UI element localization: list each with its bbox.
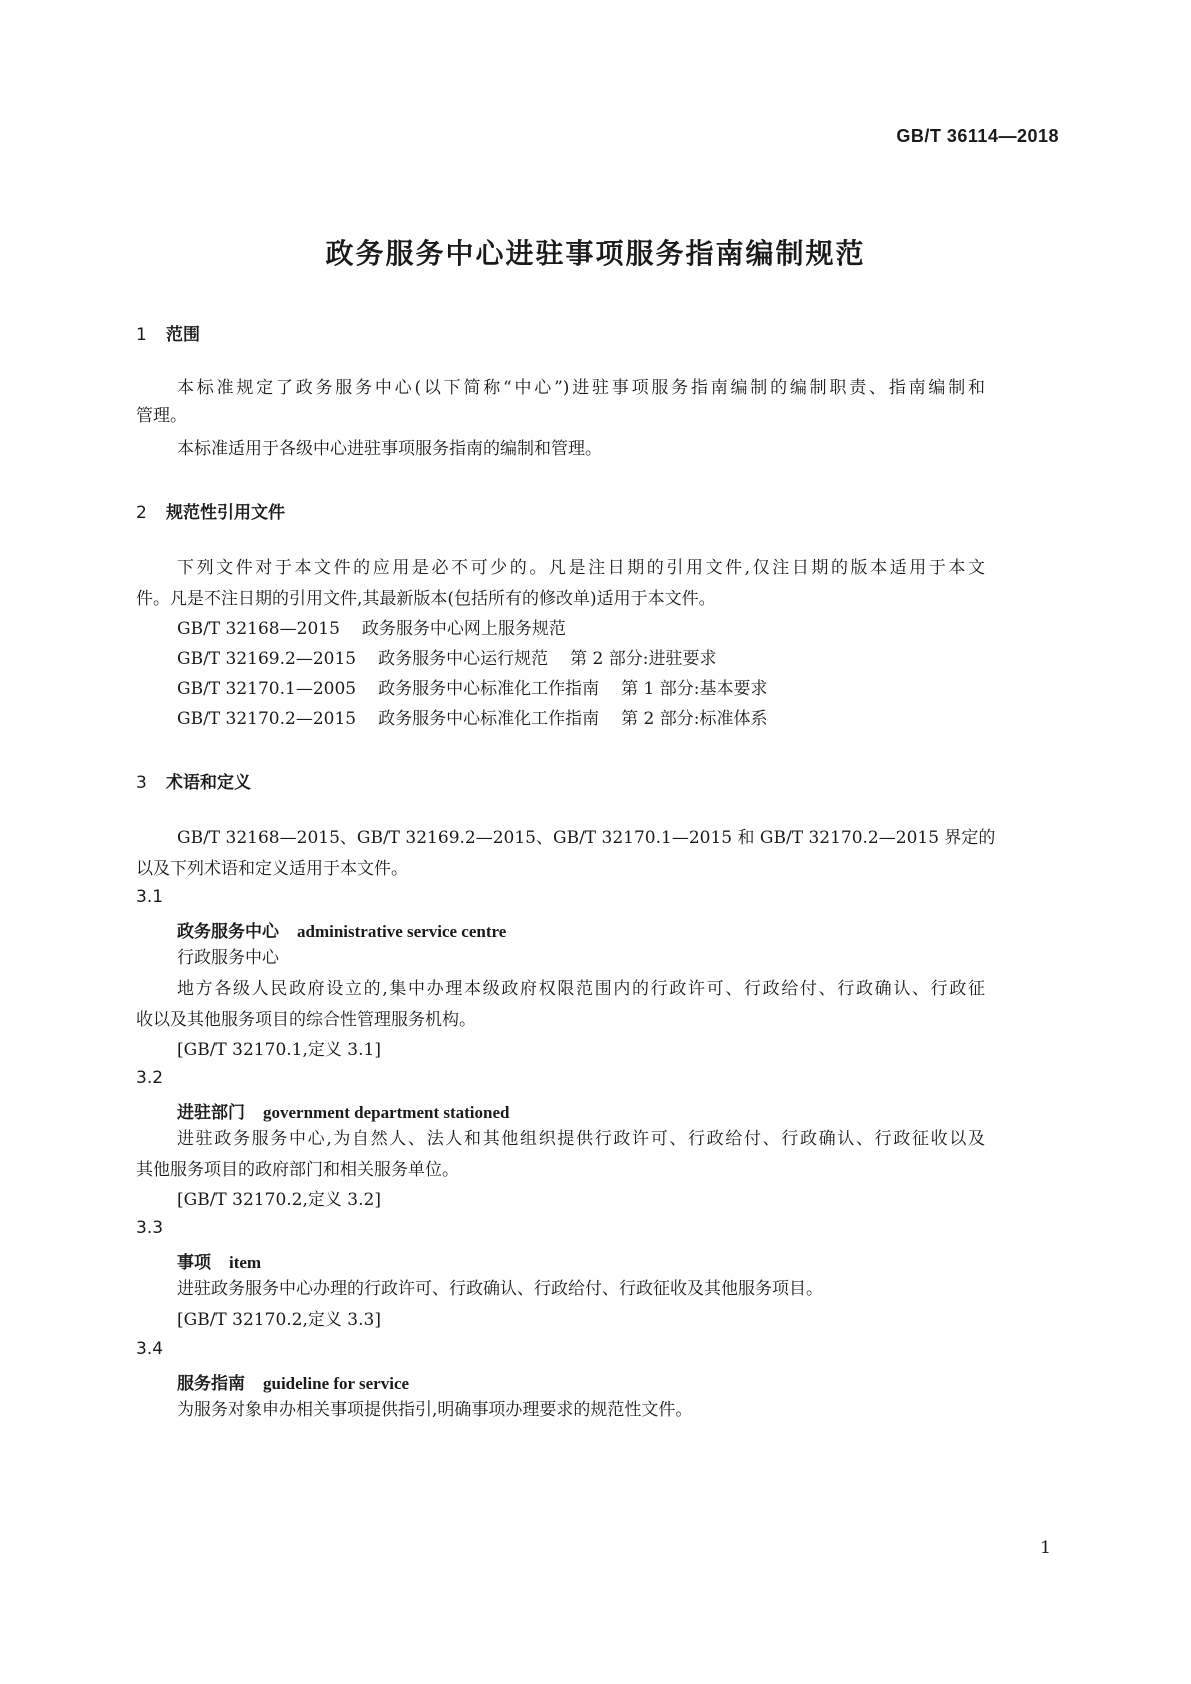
term-number: 3.3 xyxy=(136,1218,164,1238)
reference-code: GB/T 32170.2—2015 xyxy=(177,709,357,729)
section-1-para-1-line-2: 管理。 xyxy=(136,406,187,426)
section-2-heading xyxy=(136,498,285,523)
reference-title: 政务服务中心标准化工作指南 xyxy=(378,679,600,699)
term-source: [GB/T 32170.1,定义 3.1] xyxy=(177,1040,381,1060)
term-english: guideline for service xyxy=(263,1374,410,1393)
reference-part: 第 1 部分:基本要求 xyxy=(621,679,768,699)
section-1-heading xyxy=(136,320,200,345)
reference-code: GB/T 32168—2015 xyxy=(177,619,340,639)
section-2-para-line-2: 件。凡是不注日期的引用文件,其最新版本(包括所有的修改单)适用于本文件。 xyxy=(136,589,716,609)
section-title: 范围 xyxy=(166,325,200,345)
reference-item xyxy=(177,617,566,641)
term-heading xyxy=(177,917,506,942)
document-title: 政务服务中心进驻事项服务指南编制规范 xyxy=(325,237,866,270)
term-english: administrative service centre xyxy=(297,922,507,941)
reference-title: 政务服务中心运行规范 xyxy=(378,649,549,669)
term-definition: 进驻政务服务中心办理的行政许可、行政确认、行政给付、行政征收及其他服务项目。 xyxy=(177,1279,823,1299)
term-definition: 为服务对象申办相关事项提供指引,明确事项办理要求的规范性文件。 xyxy=(177,1400,693,1420)
section-title: 规范性引用文件 xyxy=(166,503,285,523)
term-chinese: 服务指南 xyxy=(177,1374,245,1394)
section-number: 3 xyxy=(136,773,147,793)
section-1-para-2: 本标准适用于各级中心进驻事项服务指南的编制和管理。 xyxy=(177,439,602,459)
term-english: item xyxy=(229,1253,262,1272)
reference-item xyxy=(177,677,767,701)
term-chinese: 进驻部门 xyxy=(177,1103,245,1123)
section-1-para-1-line-1: 本标准规定了政务服务中心(以下简称“中心”)进驻事项服务指南编制的编制职责、指南编制和 xyxy=(177,378,985,398)
term-english: government department stationed xyxy=(263,1103,510,1122)
term-chinese: 事项 xyxy=(177,1253,211,1273)
term-definition-line-2: 其他服务项目的政府部门和相关服务单位。 xyxy=(136,1160,459,1180)
term-source: [GB/T 32170.2,定义 3.2] xyxy=(177,1190,381,1210)
reference-title: 政务服务中心标准化工作指南 xyxy=(378,709,600,729)
term-number: 3.4 xyxy=(136,1339,164,1359)
page-number: 1 xyxy=(1040,1538,1051,1558)
term-source: [GB/T 32170.2,定义 3.3] xyxy=(177,1310,381,1330)
section-number: 1 xyxy=(136,325,147,345)
section-2-para-line-1: 下列文件对于本文件的应用是必不可少的。凡是注日期的引用文件,仅注日期的版本适用于本文 xyxy=(177,558,985,578)
reference-code: GB/T 32170.1—2005 xyxy=(177,679,357,699)
reference-part: 第 2 部分:标准体系 xyxy=(621,709,768,729)
standard-number: GB/T 36114—2018 xyxy=(896,126,1059,146)
term-heading xyxy=(177,1098,509,1123)
term-chinese: 政务服务中心 xyxy=(177,922,279,942)
section-3-heading xyxy=(136,768,251,793)
term-heading xyxy=(177,1369,409,1394)
reference-item xyxy=(177,647,716,671)
section-title: 术语和定义 xyxy=(166,773,251,793)
section-3-para-line-2: 以及下列术语和定义适用于本文件。 xyxy=(136,859,408,879)
term-definition-line-1: 进驻政务服务中心,为自然人、法人和其他组织提供行政许可、行政给付、行政确认、行政征收以及 xyxy=(177,1129,985,1149)
reference-part: 第 2 部分:进驻要求 xyxy=(570,649,717,669)
section-3-para-line-1: GB/T 32168—2015、GB/T 32169.2—2015、GB/T 32170.1—2015 和 GB/T 32170.2—2015 界定的 xyxy=(177,828,996,848)
term-synonym: 行政服务中心 xyxy=(177,948,279,968)
term-number: 3.2 xyxy=(136,1068,164,1088)
term-definition-line-2: 收以及其他服务项目的综合性管理服务机构。 xyxy=(136,1010,476,1030)
term-definition-line-1: 地方各级人民政府设立的,集中办理本级政府权限范围内的行政许可、行政给付、行政确认、行政征 xyxy=(177,979,985,999)
section-number: 2 xyxy=(136,503,147,523)
term-heading xyxy=(177,1248,261,1273)
reference-title: 政务服务中心网上服务规范 xyxy=(361,619,566,639)
reference-code: GB/T 32169.2—2015 xyxy=(177,649,357,669)
term-number: 3.1 xyxy=(136,887,164,907)
reference-item xyxy=(177,707,767,731)
